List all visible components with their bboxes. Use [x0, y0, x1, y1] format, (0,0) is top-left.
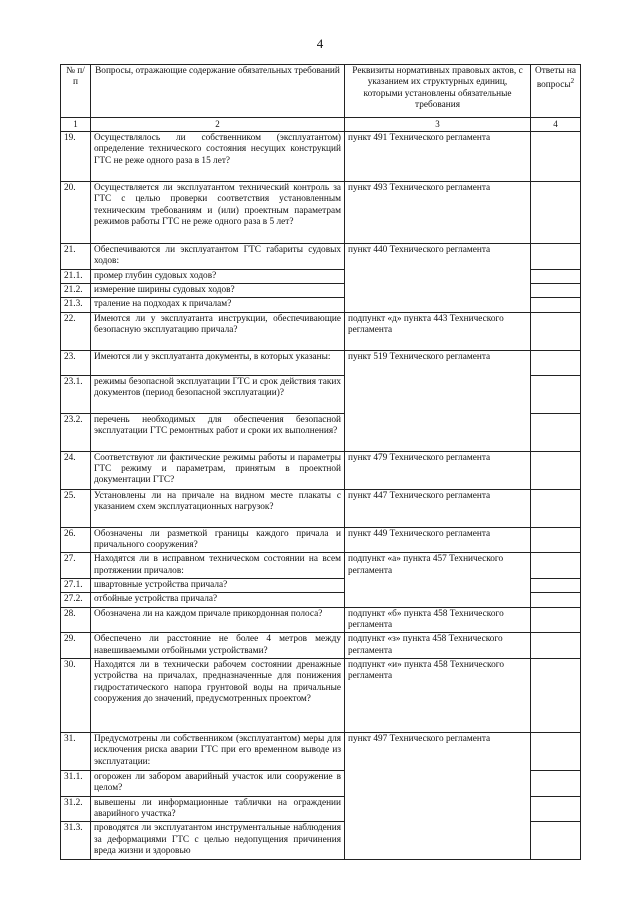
- row-number: 26.: [61, 527, 91, 553]
- row-question: отбойные устройства причала?: [91, 593, 345, 607]
- row-answer-cell[interactable]: [531, 633, 581, 659]
- row-question: Обеспечиваются ли эксплуатантом ГТС габариты судовых ходов:: [91, 243, 345, 269]
- row-question: Обозначены ли разметкой границы каждого причала и причального сооружения?: [91, 527, 345, 553]
- row-number: 25.: [61, 489, 91, 527]
- table-row: [61, 633, 581, 659]
- row-answer-cell[interactable]: [531, 770, 581, 796]
- row-requisites: подпункт «б» пункта 458 Технического регламента: [345, 607, 531, 633]
- column-number: 2: [91, 118, 345, 132]
- row-requisites: подпункт «д» пункта 443 Технического регламента: [345, 312, 531, 350]
- column-number: 1: [61, 118, 91, 132]
- column-number: 3: [345, 118, 531, 132]
- row-requisites: подпункт «и» пункта 458 Технического регламента: [345, 658, 531, 732]
- row-number: 27.: [61, 553, 91, 579]
- row-question: Осуществляется ли эксплуатантом технический контроль за ГТС с целью проверки соответствия установленным техническим требованиям и (или) проектным параметрам режимов работы ГТС не реже одного раза в 5 лет?: [91, 181, 345, 243]
- row-question: Предусмотрены ли собственником (эксплуатантом) меры для исключения риска аварии ГТС при его временном выводе из эксплуатации:: [91, 732, 345, 770]
- table-row: [61, 451, 581, 489]
- row-question: перечень необходимых для обеспечения безопасной эксплуатации ГТС ремонтных работ и сроки их выполнения?: [91, 413, 345, 451]
- row-number: 19.: [61, 131, 91, 181]
- table-body: [61, 131, 581, 859]
- row-question: Обозначена ли на каждом причале прикордонная полоса?: [91, 607, 345, 633]
- page-number: 4: [316, 36, 324, 51]
- row-number: 29.: [61, 633, 91, 659]
- row-number: 30.: [61, 658, 91, 732]
- header-answers-footnote: 2: [570, 77, 575, 86]
- row-requisites: пункт 479 Технического регламента: [345, 451, 531, 489]
- row-question: Соответствуют ли фактические режимы работы и параметры ГТС режиму и параметрам, принятым в проектной документации ГТС?: [91, 451, 345, 489]
- row-requisites: пункт 447 Технического регламента: [345, 489, 531, 527]
- row-number: 31.3.: [61, 822, 91, 860]
- table-row: [61, 553, 581, 579]
- row-requisites: подпункт «з» пункта 458 Технического регламента: [345, 633, 531, 659]
- table-header-row: [61, 65, 581, 118]
- row-question: Имеются ли у эксплуатанта инструкции, обеспечивающие безопасную эксплуатацию причала?: [91, 312, 345, 350]
- row-answer-cell[interactable]: [531, 131, 581, 181]
- row-number: 31.1.: [61, 770, 91, 796]
- row-requisites: пункт 519 Технического регламента: [345, 350, 531, 451]
- row-answer-cell[interactable]: [531, 796, 581, 822]
- row-answer-cell[interactable]: [531, 413, 581, 451]
- row-answer-cell[interactable]: [531, 578, 581, 592]
- table-row: [61, 527, 581, 553]
- row-question: Установлены ли на причале на видном месте плакаты с указанием схем эксплуатационных нагрузок?: [91, 489, 345, 527]
- row-requisites: пункт 440 Технического регламента: [345, 243, 531, 312]
- row-requisites: пункт 449 Технического регламента: [345, 527, 531, 553]
- row-number: 31.: [61, 732, 91, 770]
- row-answer-cell[interactable]: [531, 527, 581, 553]
- row-answer-cell[interactable]: [531, 243, 581, 269]
- table-row: [61, 131, 581, 181]
- row-number: 23.2.: [61, 413, 91, 451]
- table-row: [61, 732, 581, 770]
- row-answer-cell[interactable]: [531, 451, 581, 489]
- row-question: измерение ширины судовых ходов?: [91, 283, 345, 297]
- header-answers: [531, 65, 581, 118]
- table-row: [61, 243, 581, 269]
- row-answer-cell[interactable]: [531, 732, 581, 770]
- header-requisites: Реквизиты нормативных правовых актов, с указанием их структурных единиц, которыми установлены обязательные требования: [345, 65, 531, 118]
- header-answers-label: Ответы на вопросы: [535, 66, 576, 91]
- row-answer-cell[interactable]: [531, 269, 581, 283]
- table-row: [61, 607, 581, 633]
- table-row: [61, 312, 581, 350]
- table-row: [61, 658, 581, 732]
- row-requisites: пункт 493 Технического регламента: [345, 181, 531, 243]
- row-answer-cell[interactable]: [531, 283, 581, 297]
- row-number: 27.1.: [61, 578, 91, 592]
- header-question: Вопросы, отражающие содержание обязательных требований: [91, 65, 345, 118]
- row-number: 21.3.: [61, 298, 91, 312]
- column-number-row: [61, 118, 581, 132]
- row-requisites: пункт 497 Технического регламента: [345, 732, 531, 859]
- row-number: 21.1.: [61, 269, 91, 283]
- row-answer-cell[interactable]: [531, 593, 581, 607]
- row-answer-cell[interactable]: [531, 607, 581, 633]
- row-answer-cell[interactable]: [531, 375, 581, 413]
- row-answer-cell[interactable]: [531, 489, 581, 527]
- table-row: [61, 489, 581, 527]
- row-number: 23.: [61, 350, 91, 375]
- row-question: огорожен ли забором аварийный участок или сооружение в целом?: [91, 770, 345, 796]
- header-num: № п/п: [61, 65, 91, 118]
- row-number: 24.: [61, 451, 91, 489]
- checklist-table: [60, 64, 581, 860]
- row-answer-cell[interactable]: [531, 312, 581, 350]
- row-number: 28.: [61, 607, 91, 633]
- row-question: Обеспечено ли расстояние не более 4 метров между навешиваемыми отбойными устройствами?: [91, 633, 345, 659]
- row-answer-cell[interactable]: [531, 658, 581, 732]
- row-answer-cell[interactable]: [531, 181, 581, 243]
- row-question: вывешены ли информационные таблички на ограждении аварийного участка?: [91, 796, 345, 822]
- row-answer-cell[interactable]: [531, 822, 581, 860]
- row-number: 21.: [61, 243, 91, 269]
- row-question: швартовные устройства причала?: [91, 578, 345, 592]
- row-answer-cell[interactable]: [531, 298, 581, 312]
- column-number: 4: [531, 118, 581, 132]
- row-question: промер глубин судовых ходов?: [91, 269, 345, 283]
- row-question: Находятся ли в технически рабочем состоянии дренажные устройства на причалах, предназначенные для понижения гидростатического напора грунтовой воды на причальные сооружения до значений, предусмотренных проектом?: [91, 658, 345, 732]
- row-number: 21.2.: [61, 283, 91, 297]
- row-question: проводятся ли эксплуатантом инструментальные наблюдения за деформациями ГТС с целью недопущения причинения вреда жизни и здоровью: [91, 822, 345, 860]
- row-question: режимы безопасной эксплуатации ГТС и срок действия таких документов (период безопасной эксплуатации)?: [91, 375, 345, 413]
- row-requisites: подпункт «а» пункта 457 Технического регламента: [345, 553, 531, 607]
- table-row: [61, 350, 581, 375]
- row-question: Находятся ли в исправном техническом состоянии на всем протяжении причалов:: [91, 553, 345, 579]
- row-requisites: пункт 491 Технического регламента: [345, 131, 531, 181]
- row-question: Осуществлялось ли собственником (эксплуатантом) определение технического состояния несущих конструкций ГТС не реже одного раза в 15 лет?: [91, 131, 345, 181]
- row-answer-cell[interactable]: [531, 350, 581, 375]
- row-number: 23.1.: [61, 375, 91, 413]
- row-number: 27.2.: [61, 593, 91, 607]
- row-question: траление на подходах к причалам?: [91, 298, 345, 312]
- row-number: 20.: [61, 181, 91, 243]
- row-number: 22.: [61, 312, 91, 350]
- row-number: 31.2.: [61, 796, 91, 822]
- row-question: Имеются ли у эксплуатанта документы, в которых указаны:: [91, 350, 345, 375]
- row-answer-cell[interactable]: [531, 553, 581, 579]
- table-row: [61, 181, 581, 243]
